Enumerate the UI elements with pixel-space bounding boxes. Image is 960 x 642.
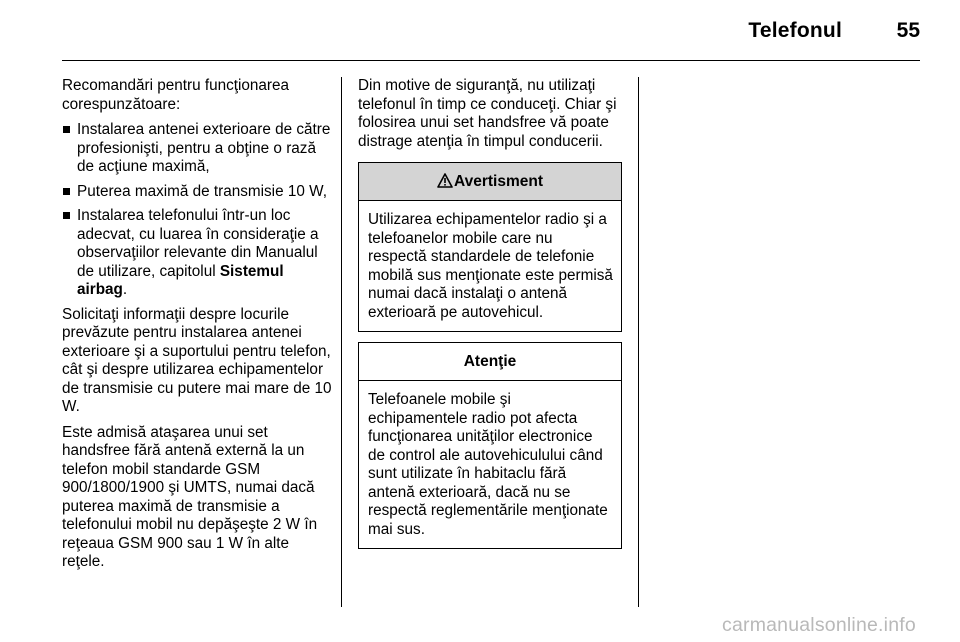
column-divider-right (638, 77, 639, 607)
recommendation-list (62, 121, 334, 300)
column-divider-left (341, 77, 342, 607)
intro-paragraph: Recomandări pentru funcţionarea corespunzătoare: (62, 77, 290, 113)
list-item: Instalarea antenei exterioare de către profesionişti, pentru a obţine o rază de acţiune maximă, (62, 121, 334, 177)
caution-title: Atenţie (359, 343, 621, 380)
left-column (62, 77, 334, 579)
safety-paragraph: Din motive de siguranţă, nu utilizaţi telefonul în timp ce conduceţi. Chiar şi folosirea unui set handsfree vă poate distrage atenţia în timpul conducerii. (358, 77, 617, 150)
caution-text: Telefoanele mobile şi echipamentele radio pot afecta funcţionarea unităţilor electronice de control ale autovehiculului când sunt utilizate în habitaclu fără antenă exterioară, dacă nu se respectă reglementările menţionate mai sus. (359, 380, 621, 548)
warning-box-header (359, 163, 621, 200)
chapter-title: Telefonul (748, 19, 842, 42)
airbag-chapter-reference: Sistemul airbag (77, 262, 284, 298)
right-column (358, 77, 622, 549)
list-item: Puterea maximă de transmisie 10 W, (62, 183, 334, 202)
caution-box (358, 342, 622, 549)
warning-box (358, 162, 622, 332)
header-rule (62, 60, 920, 61)
antenna-info-paragraph: Solicitaţi informaţii despre locurile prevăzute pentru instalarea antenei exterioare şi a suportului pentru telefon, cât şi despre utilizarea echipamentelor de transmisie cu putere mai mare de 10 W. (62, 305, 332, 415)
warning-triangle-icon (437, 165, 453, 202)
list-item-text: Instalarea telefonului într-un loc adecvat, cu luarea în consideraţie a observaţiilor relevante din Manualul de utilizare, capitolul (77, 207, 319, 280)
warning-text: Utilizarea echipamentelor radio şi a telefoanelor mobile care nu respectă standardele de telefonie mobilă sus menţionate este permisă numai dacă instalaţi o antenă exterioară pe autovehicul. (359, 200, 621, 331)
warning-title: Avertisment (453, 173, 543, 190)
page-number: 55 (896, 19, 920, 42)
list-item-end: . (122, 281, 128, 298)
list-item (62, 207, 334, 300)
watermark: carmanualsonline.info (722, 614, 916, 636)
handsfree-paragraph: Este admisă ataşarea unui set handsfree fără antenă externă la un telefon mobil standarde GSM 900/1800/1900 şi UMTS, numai dacă puterea maximă de transmisie a telefonului mobil nu depăşeşte 2 W în reţeaua GSM 900 sau 1 W în alte reţele. (62, 423, 318, 570)
